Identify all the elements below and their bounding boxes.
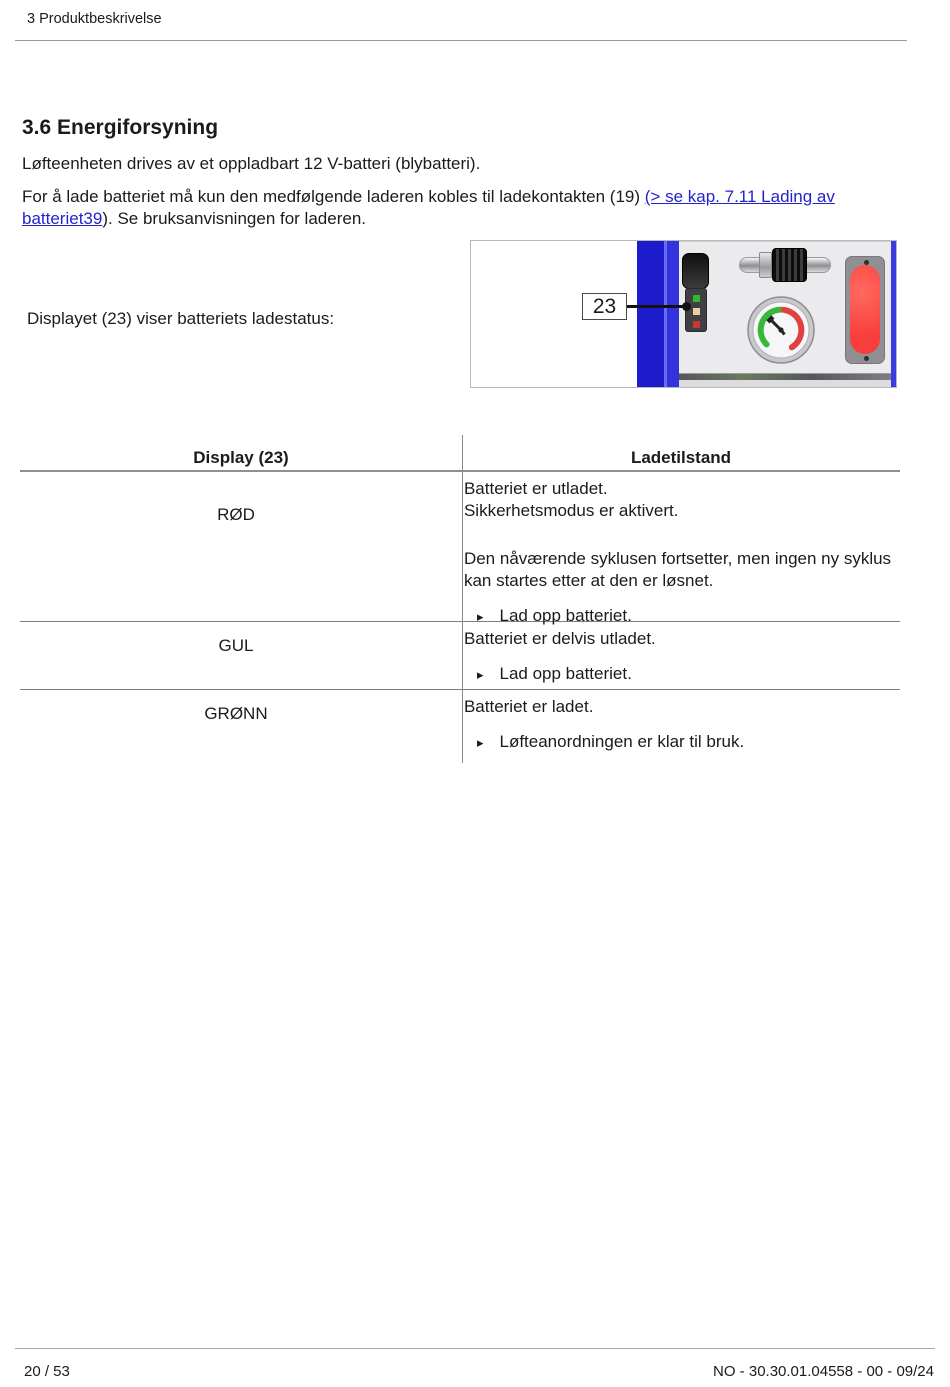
ladetilstand-cell (452, 690, 900, 762)
section-title: 3.6 Energiforsyning (22, 116, 219, 140)
blue-frame-stripe-dark (637, 241, 664, 388)
display-state-gul: GUL (218, 636, 254, 655)
blue-frame-stripe-right (891, 241, 897, 388)
screw-icon (864, 356, 869, 361)
table-column-divider (462, 435, 463, 763)
action-text: Lad opp batteriet. (499, 606, 632, 625)
display-state-rod: RØD (217, 505, 255, 524)
red-led (693, 321, 700, 328)
display-caption: Displayet (23) viser batteriets ladestatus: (27, 309, 335, 328)
triangle-bullet-icon: ▸ (476, 609, 484, 624)
emergency-stop-button (850, 265, 880, 354)
coupling-ribbed-sleeve (772, 248, 807, 282)
yellow-led (693, 308, 700, 315)
state-line: Sikkerhetsmodus er aktivert. (463, 501, 679, 520)
state-line: Batteriet er delvis utladet. (463, 629, 656, 648)
battery-status-table (20, 435, 900, 762)
triangle-bullet-icon: ▸ (476, 667, 484, 682)
action-text: Løfteanordningen er klar til bruk. (499, 732, 745, 751)
action-item (464, 731, 892, 754)
power-button (682, 253, 709, 289)
document-number: NO - 30.30.01.04558 - 00 - 09/24 (713, 1363, 934, 1380)
control-panel-figure (470, 240, 897, 388)
blue-frame-stripe-light (667, 241, 679, 388)
panel-bottom-face (679, 380, 891, 388)
table-row (20, 472, 900, 625)
charging-paragraph (22, 186, 912, 229)
page-number: 20 / 53 (24, 1363, 70, 1380)
table-row (20, 622, 900, 690)
pressure-gauge (745, 294, 817, 366)
green-led (693, 295, 700, 302)
header-rule (15, 40, 907, 41)
chapter-link-line2[interactable]: batteriet39 (22, 208, 103, 228)
table-header-row (20, 435, 900, 470)
state-line: Batteriet er ladet. (463, 697, 594, 716)
state-line: Den nåværende syklusen fortsetter, men ingen ny syklus kan startes etter at den er løsnet. (463, 549, 892, 590)
page-header-section: 3 Produktbeskrivelse (27, 11, 162, 27)
chapter-link-line1[interactable]: (> se kap. 7.11 Lading av (644, 187, 835, 206)
panel-bottom-edge (679, 373, 891, 380)
footer-rule (15, 1348, 935, 1349)
charging-paragraph-post: ). Se bruksanvisningen for laderen. (102, 208, 366, 228)
action-item (464, 663, 892, 686)
action-text: Lad opp batteriet. (499, 664, 632, 683)
callout-leader-dot (682, 302, 691, 311)
display-state-gronn: GRØNN (204, 704, 268, 723)
coupling-nut (759, 252, 772, 278)
table-row (20, 690, 900, 762)
ladetilstand-cell (452, 622, 900, 689)
ladetilstand-cell (452, 472, 900, 625)
charging-paragraph-pre: For å lade batteriet må kun den medfølgende laderen kobles til ladekontakten (19) (22, 187, 645, 206)
intro-paragraph: Løfteenheten drives av et oppladbart 12 V-batteri (blybatteri). (22, 154, 481, 173)
state-line: Batteriet er utladet. (463, 479, 608, 498)
column-header-display: Display (23) (193, 448, 289, 467)
triangle-bullet-icon: ▸ (476, 735, 484, 750)
callout-23-label: 23 (582, 293, 627, 320)
column-header-ladetilstand: Ladetilstand (630, 448, 732, 467)
callout-leader-line (627, 305, 685, 308)
